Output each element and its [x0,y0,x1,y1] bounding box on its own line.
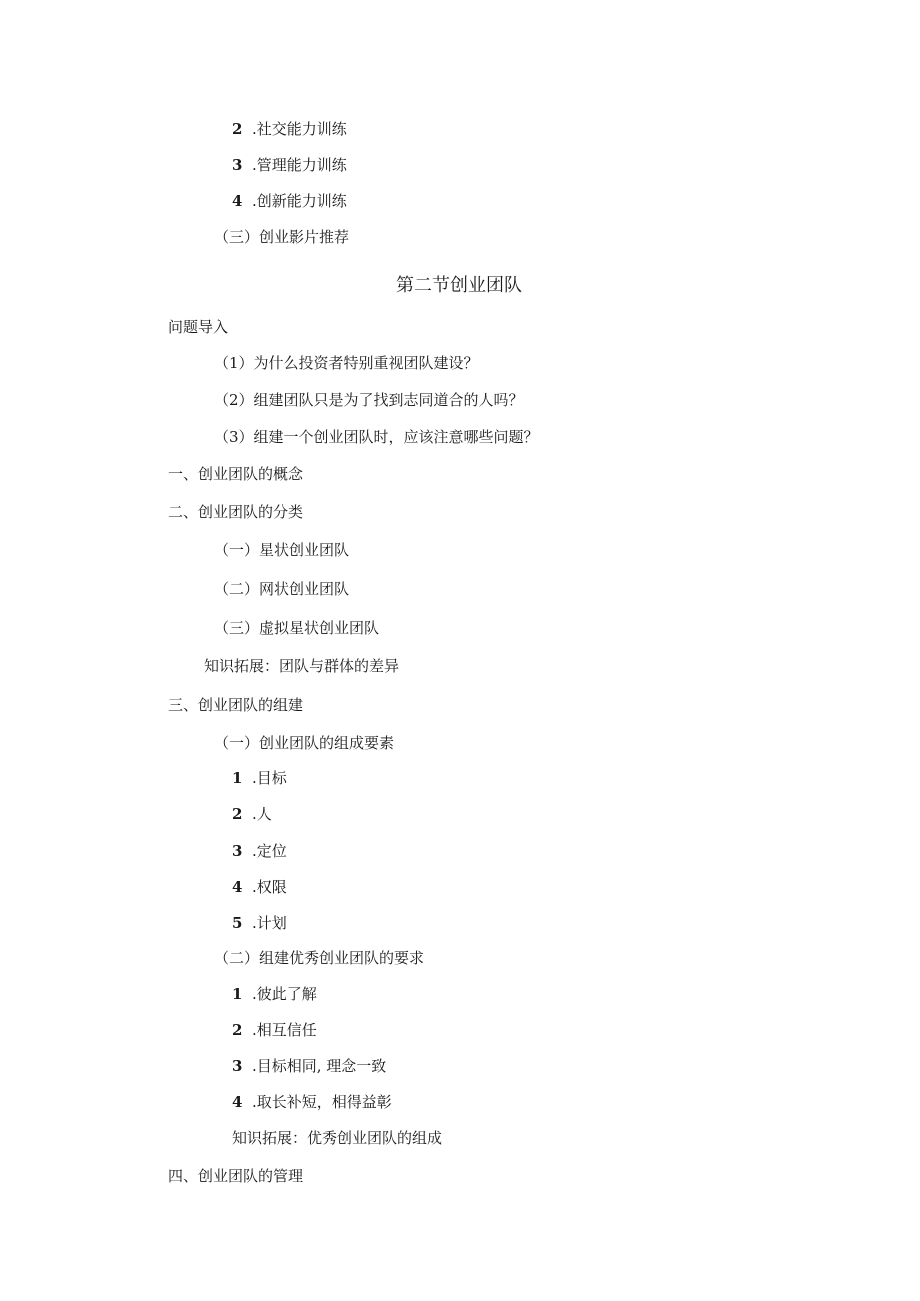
list-item [232,1020,317,1040]
item-number: 3 [232,842,243,860]
section-heading: 一、创业团队的概念 [168,465,304,483]
item-number: 2 [232,120,243,138]
item-text: .计划 [252,914,287,932]
knowledge-extension: 知识拓展：团队与群体的差异 [204,657,400,675]
subsection-heading: （三）虚拟星状创业团队 [214,619,380,637]
question-item: （3）组建一个创业团队时，应该注意哪些问题？ [214,428,539,446]
list-item [232,841,287,861]
paragraph-heading: 问题导入 [168,318,229,336]
item-number: 4 [232,1093,243,1111]
subsection-heading: （一）创业团队的组成要素 [214,734,395,752]
list-item [232,804,272,824]
item-text: .创新能力训练 [252,192,347,210]
list-item [232,155,347,175]
item-text: .人 [252,805,272,823]
section-heading: 四、创业团队的管理 [168,1167,304,1185]
item-text: .定位 [252,842,287,860]
item-text: .目标 [252,769,287,787]
item-number: 1 [232,985,243,1003]
item-text: .彼此了解 [252,985,317,1003]
item-number: 5 [232,914,243,932]
item-number: 1 [232,769,243,787]
item-number: 2 [232,1021,243,1039]
list-item [232,768,287,788]
item-number: 4 [232,878,243,896]
item-number: 3 [232,156,243,174]
item-text: .权限 [252,878,287,896]
list-item [232,191,347,211]
item-text: .管理能力训练 [252,156,347,174]
list-item [232,984,317,1004]
section-heading: 三、创业团队的组建 [168,696,304,714]
subsection-heading: （一）星状创业团队 [214,541,350,559]
list-item [232,877,287,897]
item-number: 3 [232,1057,243,1075]
list-item [232,913,287,933]
list-item [232,1056,386,1076]
section-heading: 二、创业团队的分类 [168,503,304,521]
item-number: 2 [232,805,243,823]
item-text: .相互信任 [252,1021,317,1039]
knowledge-extension: 知识拓展：优秀创业团队的组成 [232,1129,443,1147]
section-title: 第二节创业团队 [396,275,522,296]
question-item: （1）为什么投资者特别重视团队建设？ [214,354,479,372]
list-item [232,119,347,139]
item-text: .目标相同, 理念一致 [252,1057,387,1075]
subsection-heading: （三）创业影片推荐 [214,228,350,246]
item-text: .社交能力训练 [252,120,347,138]
question-item: （2）组建团队只是为了找到志同道合的人吗？ [214,391,524,409]
subsection-heading: （二）网状创业团队 [214,580,350,598]
item-number: 4 [232,192,243,210]
list-item [232,1092,392,1112]
item-text: .取长补短，相得益彰 [252,1093,392,1111]
subsection-heading: （二）组建优秀创业团队的要求 [214,949,425,967]
